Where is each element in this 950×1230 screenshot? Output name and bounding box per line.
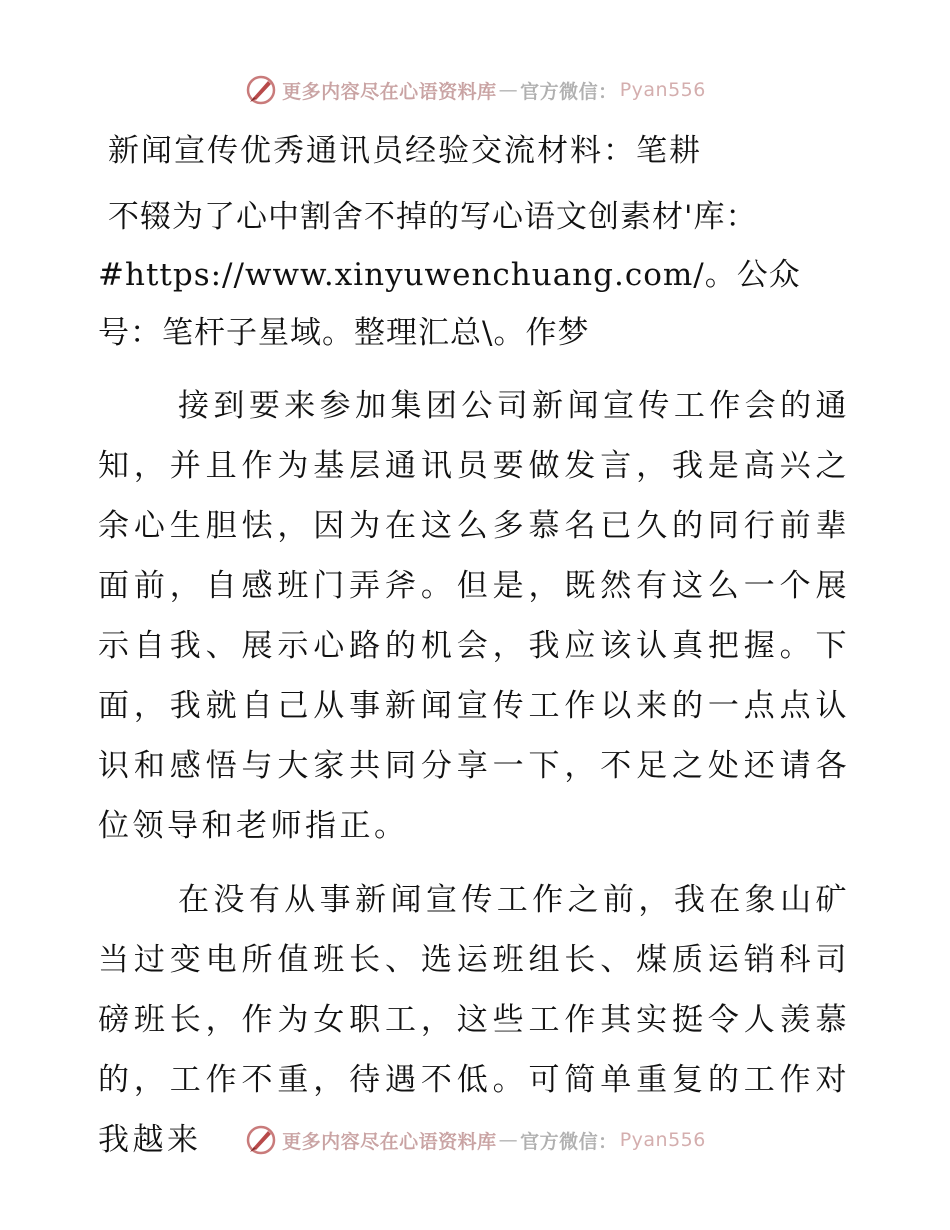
document-body	[98, 120, 850, 1170]
official-wechat-label: 官方微信：	[520, 80, 618, 103]
document-title: 新闻宣传优秀通讯员经验交流材料：笔耕	[108, 133, 702, 169]
paragraph: 接到要来参加集团公司新闻宣传工作会的通知，并且作为基层通讯员要做发言，我是高兴之余心生胆怯，因为在这么多慕名已久的同行前辈面前，自感班门弄斧。但是，既然有这么一个展示自我、展示心路的机会，我应该认真把握。下面，我就自己从事新闻宣传工作以来的一点点认识和感悟与大家共同分享一下，不足之处还请各位领导和老师指正。	[98, 388, 850, 844]
quill-pen-icon	[244, 73, 278, 107]
paragraph: 在没有从事新闻宣传工作之前，我在象山矿当过变电所值班长、选运班组长、煤质运销科司磅班长，作为女职工，这些工作其实挺令人羡慕的，工作不重，待遇不低。可简单重复的工作对我越来	[98, 882, 850, 1158]
source-note: 不辍为了心中割舍不掉的写心语文创素材'库：#https://www.xinyuwenchuang.com/。公众号：笔杆子星域。整理汇总\。作梦	[98, 199, 801, 351]
official-wechat-label: 官方微信：	[520, 1130, 618, 1153]
footer-watermark-banner	[0, 1120, 950, 1160]
banner-separator: —	[498, 1129, 519, 1151]
banner-separator: —	[498, 79, 519, 101]
brand-text: 更多内容尽在心语资料库	[282, 1130, 497, 1153]
wechat-id: Pyan556	[619, 1129, 706, 1151]
wechat-id: Pyan556	[619, 79, 706, 101]
quill-pen-icon	[244, 1123, 278, 1157]
brand-text: 更多内容尽在心语资料库	[282, 80, 497, 103]
header-watermark-banner	[0, 70, 950, 110]
